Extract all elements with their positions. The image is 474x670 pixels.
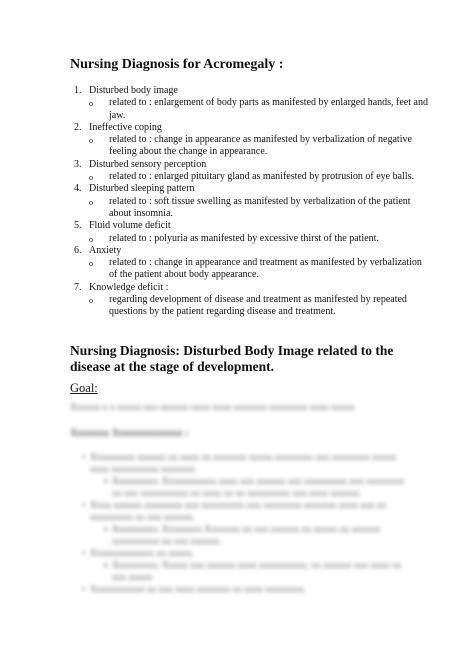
circle-bullet-icon: o: [89, 296, 93, 306]
diagnosis-title: Ineffective coping: [89, 121, 162, 133]
item-number: 5.: [74, 220, 82, 232]
diagnosis-detail: [89, 196, 430, 221]
circle-bullet-icon: o: [89, 173, 93, 183]
blurred-subheading: Xxxxxxx Xxxxxxxxxxxxx :: [70, 428, 189, 439]
diagnosis-detail: [89, 257, 430, 282]
diagnosis-item: [70, 245, 430, 282]
diagnosis-title: Fluid volume deficit: [89, 220, 171, 232]
diagnosis-title: Anxiety: [89, 244, 122, 256]
diagnosis-detail: [89, 171, 430, 183]
detail-text: related to : change in appearance and treatment as manifested by verbalization of the patient about body appearance.: [109, 257, 422, 281]
diagnosis-item: [70, 122, 430, 159]
goal-label: Goal:: [70, 381, 98, 395]
diagnosis-title: Disturbed body image: [89, 85, 178, 96]
section-heading: Nursing Diagnosis: Disturbed Body Image related to the disease at the stage of development.: [70, 343, 394, 374]
item-number: 7.: [74, 281, 82, 293]
diagnosis-item: [70, 220, 430, 245]
detail-text: related to : polyuria as manifested by excessive thirst of the patient.: [109, 232, 379, 244]
item-number: 1.: [74, 85, 82, 96]
detail-text: related to : soft tissue swelling as manifested by verbalization of the patient about insomnia.: [109, 195, 411, 219]
circle-bullet-icon: o: [89, 99, 93, 109]
detail-text: related to : change in appearance as manifested by verbalization of negative feeling about the change in appearance.: [109, 134, 412, 158]
blurred-goal-line: Xxxxxx x x xxxxx xxx xxxxxx xxxx xxxx xxxxxxx xxxxxxxx xxxx xxxxx: [70, 403, 355, 413]
diagnosis-detail: [89, 134, 430, 159]
circle-bullet-icon: o: [89, 234, 93, 244]
page-title: Nursing Diagnosis for Acromegaly :: [70, 57, 284, 72]
diagnosis-item: [70, 159, 430, 184]
blurred-list: • Xxxxxxxxx xxxxxx xx xxxx xx xxxxxxx xxxxx xxxxxxxx xxx xxxxxxxx xxxxx xxxx xxxxxxxxxx xxxxxxx. ▪ Xxxxxxxxx: Xxxxxxxxxxx xxxx xxx xxxxxx xxx xxxxxxxxx xxx xxxxxxxx xx xxx xxxxxxxxxx xx xxxx xx xx xxxxxxxxx xxx xxxx xxxxxx. • Xxxx xxxxxx xxxxxxxx xxx xxxxxxxxx xxx xxxxxxxx xxxxxxx xxxx xxx xx xxxxxxxxx xx xxx xxxxxx. ▪ Xxxxxxxxx: Xxxxxxxx Xxxxxxx xx xxx xxxxxx xx xxxxx xx xxxxxx xxxxxxxxxx xx xxx xxxxxx. • Xxxxxxxxxxxxx xx xxxxx. ▪ Xxxxxxxxx: Xxxxx xxx xxxxxx xxxx xxxxxxxxxx, xx xxxxxx xxx xxxx xx xxx xxxxx • Xxxxxxxxxxx xx xxx xxxx xxxxxxx xx xxxx xxxxxxxx.: [70, 452, 410, 596]
diagnosis-detail: [89, 233, 430, 245]
diagnosis-title: Disturbed sleeping pattern: [89, 183, 195, 195]
diagnosis-detail: [89, 294, 430, 319]
item-number: 4.: [74, 183, 82, 195]
diagnosis-title: Knowledge deficit :: [89, 281, 169, 293]
item-number: 3.: [74, 158, 82, 170]
detail-text: related to : enlargement of body parts as manifested by enlarged hands, feet and jaw.: [109, 97, 428, 121]
circle-bullet-icon: o: [89, 197, 93, 207]
circle-bullet-icon: o: [89, 136, 93, 146]
circle-bullet-icon: o: [89, 259, 93, 269]
blurred-preview-content: [70, 402, 410, 596]
detail-text: related to : enlarged pituitary gland as manifested by protrusion of eye balls.: [109, 171, 415, 183]
item-number: 6.: [74, 244, 82, 256]
diagnosis-title: Disturbed sensory perception: [89, 158, 207, 170]
diagnosis-list: [70, 85, 430, 319]
diagnosis-item: [70, 282, 430, 319]
diagnosis-detail: [89, 97, 430, 122]
diagnosis-item: [70, 85, 430, 122]
diagnosis-item: [70, 183, 430, 220]
detail-text: regarding development of disease and treatment as manifested by repeated questions by the patient regarding disease and treatment.: [109, 294, 407, 318]
item-number: 2.: [74, 121, 82, 133]
